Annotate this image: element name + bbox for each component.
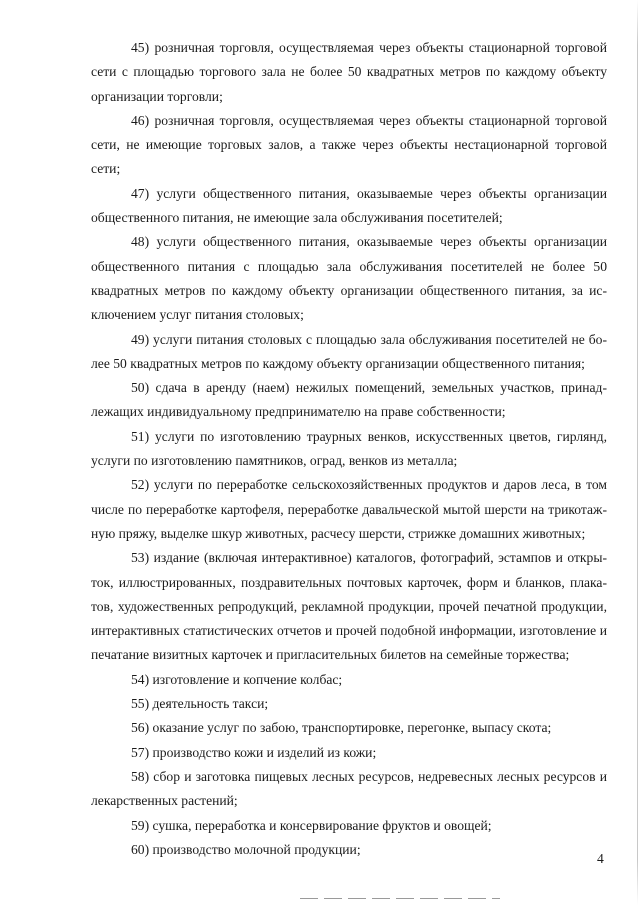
list-item-57: 57) производство кожи и изделий из кожи;	[131, 744, 377, 760]
scan-edge-bottom	[300, 898, 500, 899]
list-item-53: 53) издание (включая интерактивное) каталогов, фотографий, эстампов и открыток, иллюстрированных, поздравительных почтовых карточек, форм и бланков, плакатов, художественных репродукций, рекламной продукции, прочей печатной продукции, интерактивных статистических отчетов и прочей подобной информации, изготовление и печатание визитных карточек и пригласительных билетов на семейные торжества;	[91, 550, 607, 663]
list-item-47: 47) услуги общественного питания, оказываемые через объекты организации общественного питания, не имеющие зала обслуживания посетителей;	[91, 185, 607, 226]
list-item-55: 55) деятельность такси;	[131, 696, 269, 712]
list-item-60: 60) производство молочной продукции;	[131, 841, 361, 857]
document-body	[91, 36, 607, 862]
list-item-58: 58) сбор и заготовка пищевых лесных ресурсов, недревесных лесных ресурсов и лекарственных растений;	[91, 768, 607, 809]
list-item-50: 50) сдача в аренду (наем) нежилых помещений, земельных участков, принадлежащих индивидуальному предпринимателю на праве собственности;	[91, 380, 607, 420]
scan-edge-right	[637, 0, 638, 905]
list-item-49: 49) услуги питания столовых с площадью зала обслуживания посетителей не более 50 квадратных метров по каждому объекту организации общественного питания;	[91, 331, 607, 371]
list-item-51: 51) услуги по изготовлению траурных венков, искусственных цветов, гирлянд, услуги по изготовлению памятников, оград, венков из металла;	[91, 428, 607, 469]
list-item-52: 52) услуги по переработке сельскохозяйственных продуктов и даров леса, в том числе по переработке картофеля, переработке давальческой мытой шерсти на трикотажную пряжу, выделке шкур животных, расчесу шерсти, стрижке домашних животных;	[91, 477, 607, 541]
list-item-59: 59) сушка, переработка и консервирование фруктов и овощей;	[131, 817, 492, 833]
list-item-54: 54) изготовление и копчение колбас;	[131, 671, 343, 687]
list-item-45: 45) розничная торговля, осуществляемая через объекты стационарной торговой сети с площадью торгового зала не более 50 квадратных метров по каждому объекту организации торговли;	[91, 40, 607, 104]
list-item-48: 48) услуги общественного питания, оказываемые через объекты организации общественного питания с площадью зала обслуживания посетителей не более 50 квадратных метров по каждому объекту организации общественного питания, за исключением услуг питания столовых;	[91, 234, 607, 323]
list-item-56: 56) оказание услуг по забою, транспортировке, перегонке, выпасу скота;	[131, 720, 552, 736]
list-item-46: 46) розничная торговля, осуществляемая через объекты стационарной торговой сети, не имеющие торговых залов, а также через объекты нестационарной торговой сети;	[91, 112, 607, 177]
page-number: 4	[597, 851, 604, 866]
